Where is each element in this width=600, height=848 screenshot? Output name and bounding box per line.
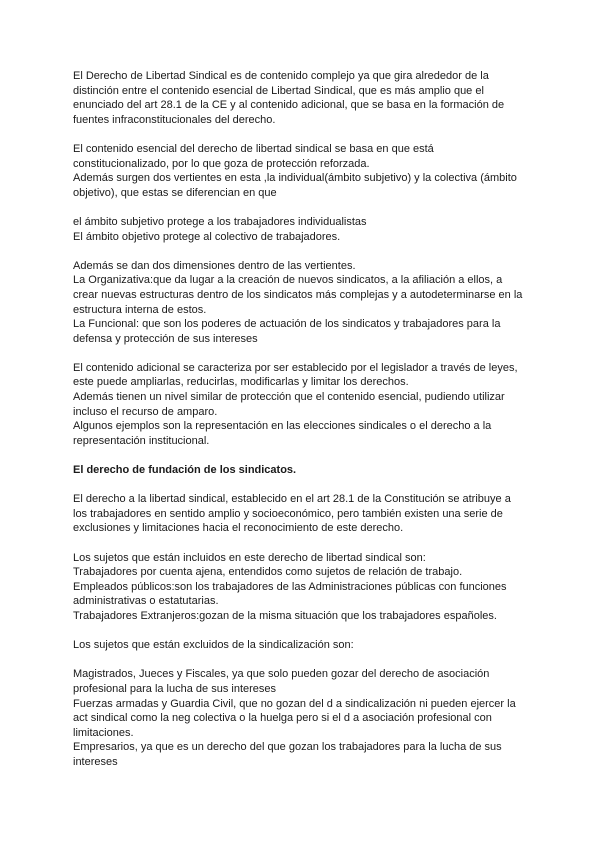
text-line: este puede ampliarlas, reducirlas, modificarlas y limitar los derechos. <box>73 376 409 389</box>
text-line: limitaciones. <box>73 726 134 739</box>
paragraph <box>73 215 533 244</box>
text-line: el ámbito subjetivo protege a los trabajadores individualistas <box>73 215 367 228</box>
section-heading: El derecho de fundación de los sindicatos. <box>73 464 297 477</box>
text-line: fuentes infraconstitucionales del derecho. <box>73 113 276 126</box>
paragraph <box>73 551 533 624</box>
text-line: distinción entre el contenido esencial de Libertad Sindical, que es más amplio que el <box>73 84 484 97</box>
text-line: Algunos ejemplos son la representación en las elecciones sindicales o el derecho a la <box>73 420 492 433</box>
section-fundacion-sindicatos <box>73 492 533 769</box>
text-line: defensa y protección de sus intereses <box>73 332 258 345</box>
section-libertad-sindical <box>73 69 533 448</box>
paragraph <box>73 667 533 769</box>
text-line: profesional para la lucha de sus intereses <box>73 682 277 695</box>
text-line: El Derecho de Libertad Sindical es de contenido complejo ya que gira alrededor de la <box>73 70 489 82</box>
text-line: Fuerzas armadas y Guardia Civil, que no gozan del d a sindicalización ni pueden ejercer la <box>73 697 516 710</box>
text-line: incluso el recurso de amparo. <box>73 405 218 418</box>
text-line: los trabajadores en sentido amplio y socioeconómico, pero también existen una serie de <box>73 507 503 520</box>
text-line: representación institucional. <box>73 434 210 447</box>
text-line: administrativas o estatutarias. <box>73 595 219 608</box>
text-line: Empleados públicos:son los trabajadores de las Administraciones públicas con funciones <box>73 580 507 593</box>
text-line: El ámbito objetivo protege al colectivo de trabajadores. <box>73 230 341 243</box>
text-line: Además surgen dos vertientes en esta ,la individual(ámbito subjetivo) y la colectiva (ámbito <box>73 172 517 185</box>
text-line: Empresarios, ya que es un derecho del que gozan los trabajadores para la lucha de sus <box>73 741 502 754</box>
text-line: intereses <box>73 755 118 768</box>
paragraph <box>73 142 533 200</box>
text-line: La Funcional: que son los poderes de actuación de los sindicatos y trabajadores para la <box>73 318 501 331</box>
paragraph <box>73 361 533 449</box>
text-line: El contenido adicional se caracteriza por ser establecido por el legislador a través de leyes, <box>73 361 518 374</box>
text-line: exclusiones y limitaciones hacia el reconocimiento de este derecho. <box>73 522 404 535</box>
document-body <box>73 69 533 784</box>
text-line: Magistrados, Jueces y Fiscales, ya que solo pueden gozar del derecho de asociación <box>73 668 490 681</box>
text-line: crear nuevas estructuras dentro de los sindicatos más complejas y a autodeterminarse en la <box>73 288 523 301</box>
text-line: constitucionalizado, por lo que goza de protección reforzada. <box>73 157 370 170</box>
text-line: El derecho a la libertad sindical, establecido en el art 28.1 de la Constitución se atribuye a <box>73 493 511 506</box>
text-line: Los sujetos que están excluidos de la sindicalización son: <box>73 639 354 652</box>
text-line: Los sujetos que están incluidos en este derecho de libertad sindical son: <box>73 551 426 564</box>
text-line: Trabajadores por cuenta ajena, entendidos como sujetos de relación de trabajo. <box>73 566 463 579</box>
paragraph <box>73 259 533 347</box>
text-line: Trabajadores Extranjeros:gozan de la misma situación que los trabajadores españoles. <box>73 609 497 622</box>
text-line: El contenido esencial del derecho de libertad sindical se basa en que está <box>73 142 434 155</box>
text-line: Además tienen un nivel similar de protección que el contenido esencial, pudiendo utilizar <box>73 391 505 404</box>
text-line: act sindical como la neg colectiva o la huelga pero si el d a asociación profesional con <box>73 712 492 725</box>
text-line: objetivo), que estas se diferencian en que <box>73 186 277 199</box>
text-line: Además se dan dos dimensiones dentro de las vertientes. <box>73 259 356 272</box>
text-line: estructura interna de estos. <box>73 303 207 316</box>
paragraph <box>73 638 533 653</box>
text-line: enunciado del art 28.1 de la CE y al contenido adicional, que se basa en la formación de <box>73 99 505 112</box>
text-line: La Organizativa:que da lugar a la creación de nuevos sindicatos, a la afiliación a ellos, a <box>73 274 503 287</box>
paragraph <box>73 492 533 536</box>
paragraph <box>73 69 533 127</box>
